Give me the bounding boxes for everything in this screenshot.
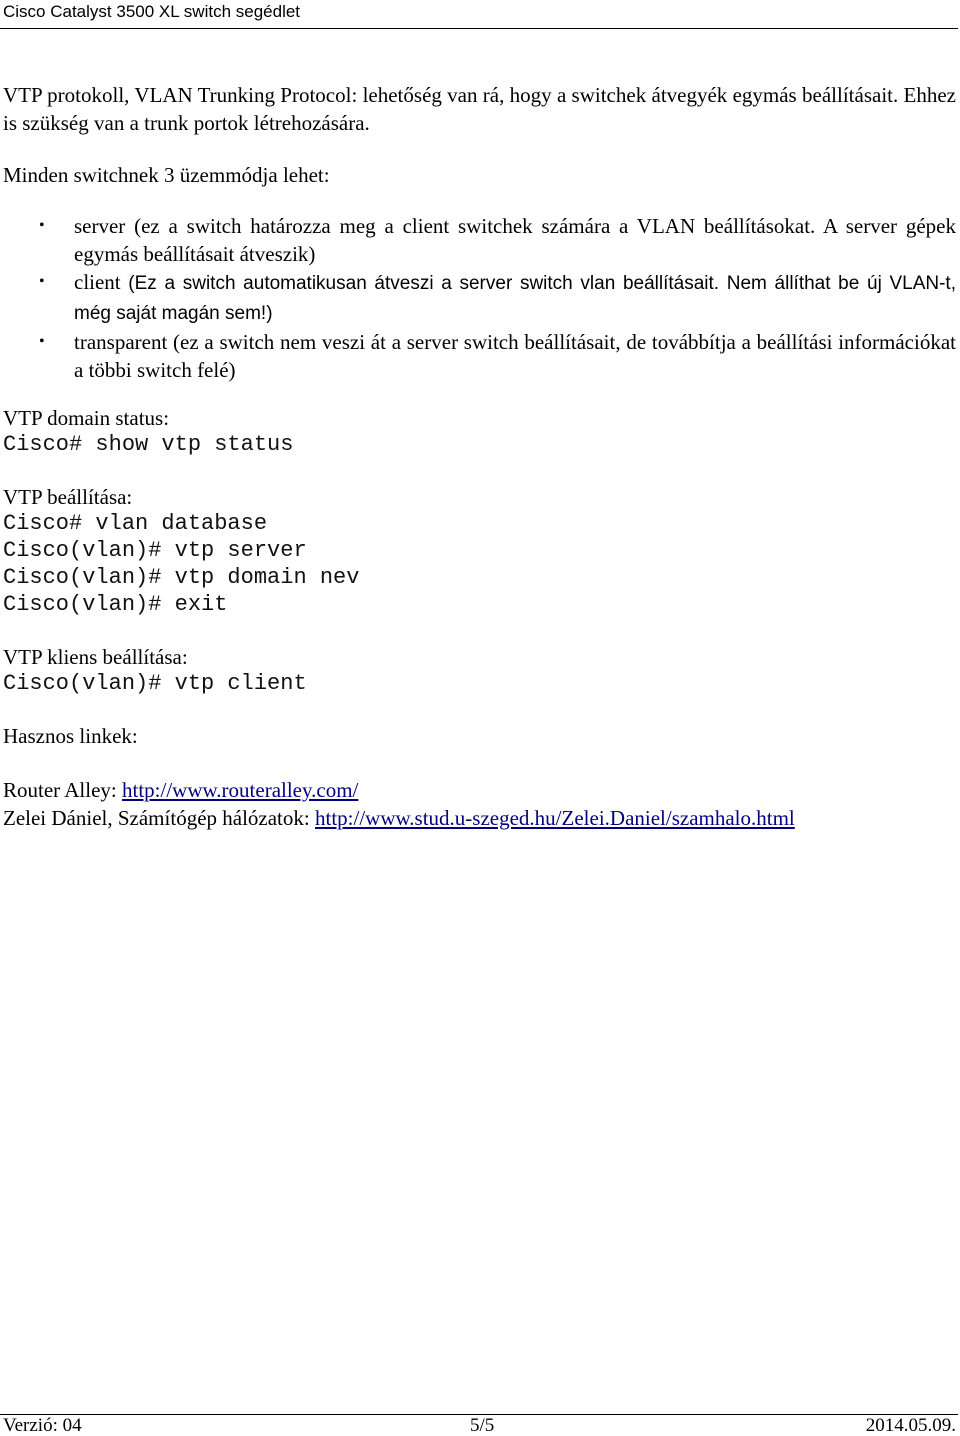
header-divider <box>0 28 958 29</box>
command-line: Cisco# show vtp status <box>3 432 294 457</box>
link-row-zelei <box>3 804 956 832</box>
vtp-mode-item-client <box>3 268 956 328</box>
command-line: Cisco(vlan)# vtp client <box>3 671 307 696</box>
vtp-client-section <box>3 645 956 697</box>
command-line: Cisco# vlan database <box>3 511 268 536</box>
section-heading: VTP beállítása: <box>3 485 133 509</box>
bullet-icon: • <box>39 273 45 290</box>
vtp-mode-text-transparent: transparent (ez a switch nem veszi át a server switch beállításait, de továbbítja a beállítási információkat a többi switch felé) <box>74 330 956 382</box>
link-label: Router Alley: <box>3 778 122 802</box>
section-heading: VTP kliens beállítása: <box>3 645 188 669</box>
footer-page-number: 5/5 <box>470 1415 495 1436</box>
vtp-mode-list <box>3 212 956 384</box>
routeralley-link[interactable]: http://www.routeralley.com/ <box>122 778 359 802</box>
vtp-setup-section <box>3 485 956 618</box>
vtp-mode-text-server: server (ez a switch határozza meg a client switchek számára a VLAN beállításokat. A server gépek egymás beállításait átveszik) <box>74 214 956 266</box>
zelei-network-link[interactable]: http://www.stud.u-szeged.hu/Zelei.Daniel/szamhalo.html <box>314 806 795 830</box>
useful-links-section <box>3 724 956 832</box>
bullet-icon: • <box>39 217 45 234</box>
command-line: Cisco(vlan)# vtp server <box>3 538 307 563</box>
command-line: Cisco(vlan)# vtp domain nev <box>3 565 360 590</box>
modes-intro: Minden switchnek 3 üzemmódja lehet: <box>3 163 330 187</box>
footer-date: 2014.05.09. <box>865 1415 956 1436</box>
vtp-mode-text-client-detail: (Ez a switch automatikusan átveszi a server switch vlan beállításait. Nem állíthat be új VLAN-t, még saját magán sem!) <box>74 273 956 324</box>
link-label: Zelei Dániel, Számítógép hálózatok: <box>3 806 315 830</box>
vtp-intro-paragraph: VTP protokoll, VLAN Trunking Protocol: lehetőség van rá, hogy a switchek átvegyék egymás beállításait. Ehhez is szükség van a trunk portok létrehozására. <box>3 83 956 135</box>
links-heading: Hasznos linkek: <box>3 724 138 748</box>
vtp-mode-text-client-start: client <box>74 270 129 294</box>
vtp-mode-item-transparent <box>3 328 956 384</box>
document-header-title: Cisco Catalyst 3500 XL switch segédlet <box>3 2 301 21</box>
command-line: Cisco(vlan)# exit <box>3 592 228 617</box>
vtp-domain-status-section <box>3 406 956 458</box>
vtp-mode-item-server <box>3 212 956 268</box>
footer-version: Verzió: 04 <box>3 1415 82 1436</box>
bullet-icon: • <box>39 333 45 350</box>
document-body <box>3 81 956 832</box>
link-row-routeralley <box>3 776 956 804</box>
section-heading: VTP domain status: <box>3 406 170 430</box>
